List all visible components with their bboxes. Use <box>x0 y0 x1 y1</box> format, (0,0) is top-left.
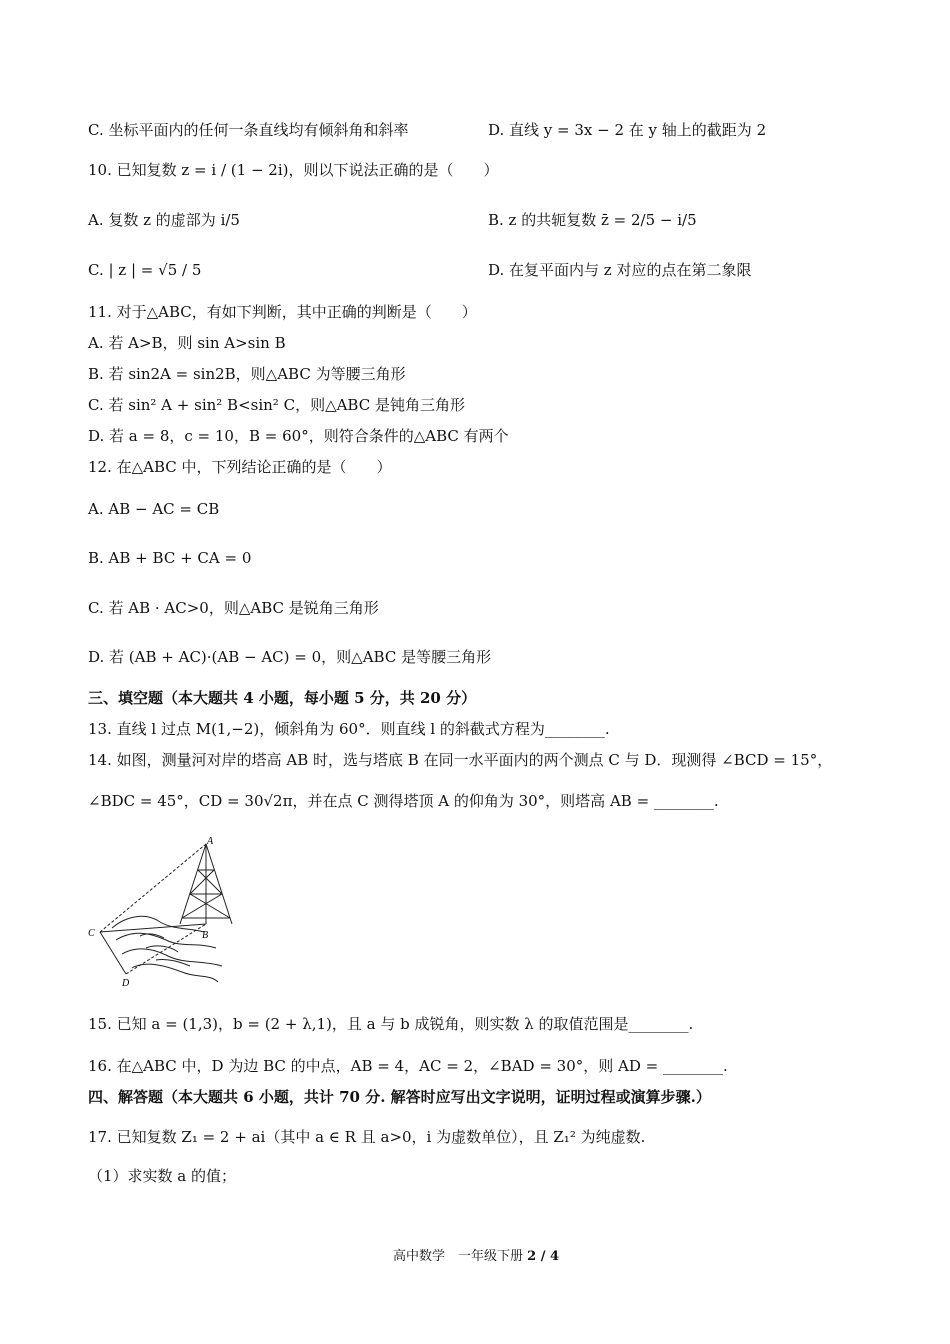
q16-stem: 16. 在△ABC 中，D 为边 BC 的中点，AB = 4，AC = 2，∠BAD = 30°，则 AD = ________. <box>88 1057 728 1075</box>
footer-course: 高中数学 一年级下册 <box>393 1249 524 1264</box>
page-footer <box>393 1247 559 1267</box>
q13-stem: 13. 直线 l 过点 M(1,−2)，倾斜角为 60°．则直线 l 的斜截式方程为________. <box>88 720 610 738</box>
q11-option-d: D. 若 a = 8，c = 10，B = 60°，则符合条件的△ABC 有两个 <box>88 427 509 445</box>
q14-stem-line1: 14. 如图，测量河对岸的塔高 AB 时，选与塔底 B 在同一水平面内的两个测点 C 与 D．现测得 ∠BCD = 15°， <box>88 751 833 769</box>
q12-option-c: C. 若 AB · AC>0，则△ABC 是锐角三角形 <box>88 599 379 617</box>
q14-stem-line2: ∠BDC = 45°，CD = 30√2π，并在点 C 测得塔顶 A 的仰角为 30°，则塔高 AB = ________. <box>88 792 719 810</box>
figure-label-a: A <box>207 836 214 847</box>
q11-option-b: B. 若 sin2A = sin2B，则△ABC 为等腰三角形 <box>88 365 406 383</box>
q10-option-a: A. 复数 z 的虚部为 i/5 <box>88 211 240 229</box>
q12-option-d: D. 若 (AB + AC)·(AB − AC) = 0，则△ABC 是等腰三角形 <box>88 648 492 666</box>
q9-option-d: D. 直线 y = 3x − 2 在 y 轴上的截距为 2 <box>488 121 767 139</box>
q12-option-a: A. AB − AC = CB <box>88 500 220 518</box>
q17-stem: 17. 已知复数 Z₁ = 2 + ai（其中 a ∈ R 且 a>0，i 为虚数单位），且 Z₁² 为纯虚数. <box>88 1128 646 1146</box>
q15-stem: 15. 已知 a = (1,3)，b = (2 + λ,1)，且 a 与 b 成锐角，则实数 λ 的取值范围是________. <box>88 1015 694 1033</box>
section-3-heading: 三、填空题（本大题共 4 小题，每小题 5 分，共 20 分） <box>88 689 477 707</box>
q11-stem: 11. 对于△ABC，有如下判断，其中正确的判断是（ ） <box>88 303 477 321</box>
figure-label-b: B <box>202 930 209 941</box>
footer-page-number: 2 / 4 <box>527 1249 560 1264</box>
q10-option-c: C. | z | = √5 / 5 <box>88 261 202 279</box>
q10-option-b: B. z 的共轭复数 z̄ = 2/5 − i/5 <box>488 211 697 229</box>
figure-label-c: C <box>88 928 95 939</box>
figure-label-d: D <box>122 978 130 989</box>
q12-stem: 12. 在△ABC 中，下列结论正确的是（ ） <box>88 458 392 476</box>
q11-option-c: C. 若 sin² A + sin² B<sin² C，则△ABC 是钝角三角形 <box>88 396 465 414</box>
q17-part-1: （1）求实数 a 的值； <box>88 1167 237 1185</box>
section-4-heading: 四、解答题（本大题共 6 小题，共计 70 分. 解答时应写出文字说明，证明过程或演算步骤.） <box>88 1088 711 1106</box>
q11-option-a: A. 若 A>B，则 sin A>sin B <box>88 334 286 352</box>
q10-stem: 10. 已知复数 z = i / (1 − 2i)，则以下说法正确的是（ ） <box>88 161 499 179</box>
q9-option-c: C. 坐标平面内的任何一条直线均有倾斜角和斜率 <box>88 121 409 139</box>
tower-figure <box>86 832 246 992</box>
q12-option-b: B. AB + BC + CA = 0 <box>88 549 252 567</box>
q10-option-d: D. 在复平面内与 z 对应的点在第二象限 <box>488 261 752 279</box>
